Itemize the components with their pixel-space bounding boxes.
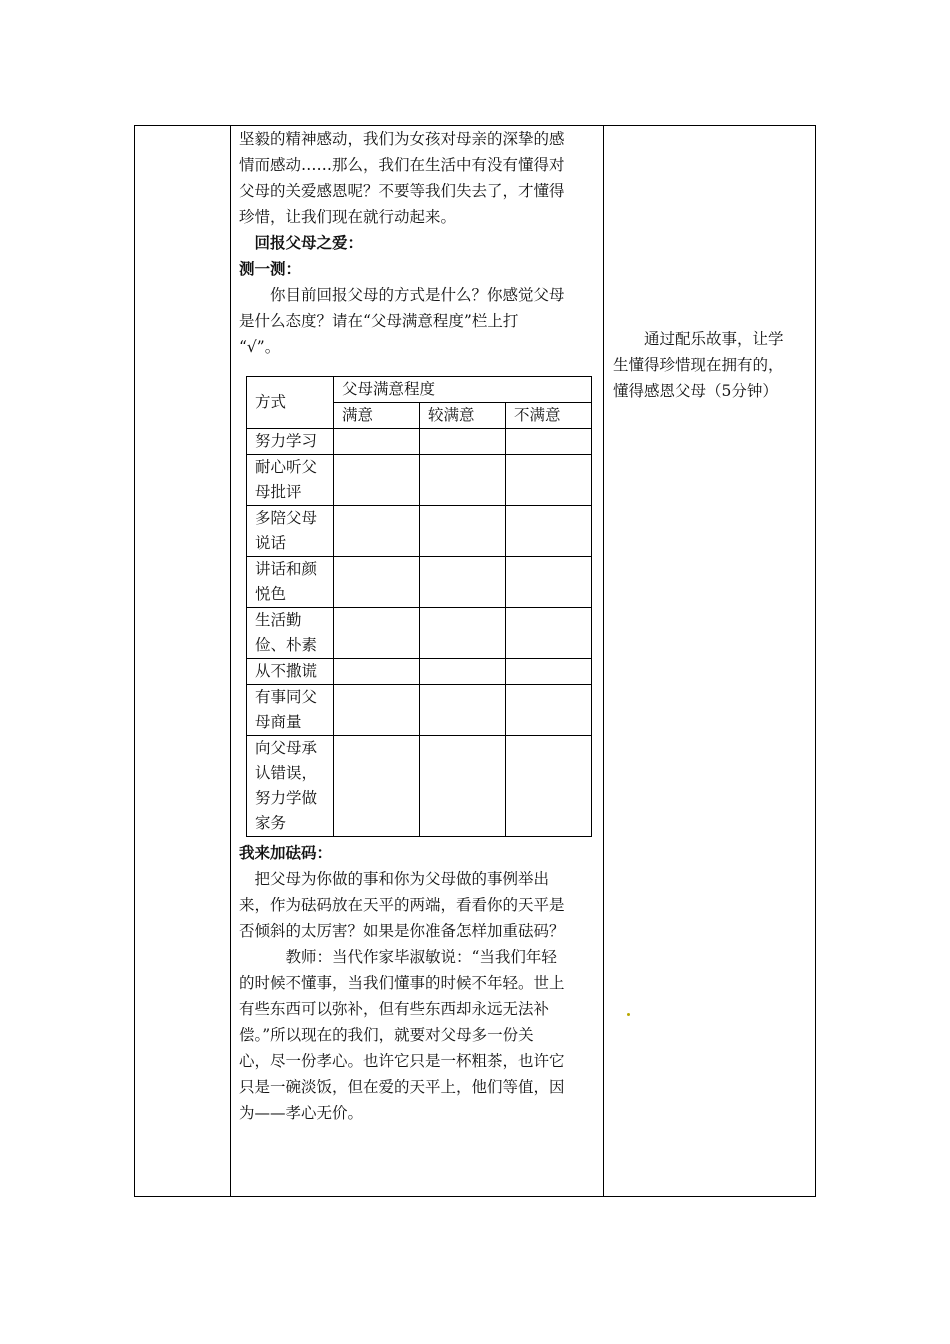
checkbox-cell-satisfied[interactable]	[334, 455, 420, 506]
text-line: 来，作为砝码放在天平的两端，看看你的天平是	[239, 896, 565, 914]
text-line: 你目前回报父母的方式是什么？你感觉父母	[270, 286, 565, 304]
checkbox-cell-fairly-satisfied[interactable]	[420, 506, 506, 557]
method-line: 母商量	[255, 713, 302, 731]
table-row	[247, 659, 592, 685]
header-method: 方式	[247, 377, 334, 429]
checkbox-cell-fairly-satisfied[interactable]	[420, 608, 506, 659]
method-cell	[247, 608, 334, 659]
method-line: 悦色	[255, 585, 287, 603]
checkbox-cell-fairly-satisfied[interactable]	[420, 685, 506, 736]
text-line: 只是一碗淡饭，但在爱的天平上，他们等值，因	[239, 1078, 565, 1096]
method-cell	[247, 685, 334, 736]
checkbox-cell-not-satisfied[interactable]	[506, 455, 592, 506]
header-fairly-satisfied: 较满意	[420, 403, 506, 429]
checkbox-cell-satisfied[interactable]	[334, 557, 420, 608]
checkbox-cell-not-satisfied[interactable]	[506, 506, 592, 557]
note-line: 懂得感恩父母（5分钟）	[613, 382, 778, 400]
text-line: 把父母为你做的事和你为父母做的事例举出	[254, 870, 550, 888]
checkbox-cell-fairly-satisfied[interactable]	[420, 659, 506, 685]
text-line: 教师：当代作家毕淑敏说：“当我们年轻	[285, 948, 557, 966]
column-divider-right	[603, 126, 604, 1196]
text-line: 珍惜，让我们现在就行动起来。	[239, 208, 457, 226]
checkbox-cell-not-satisfied[interactable]	[506, 659, 592, 685]
header-not-satisfied: 不满意	[506, 403, 592, 429]
section-heading-return-love: 回报父母之爱：	[254, 233, 364, 252]
text-line: 偿。”所以现在的我们，就要对父母多一份关	[239, 1026, 534, 1044]
method-line: 从不撒谎	[255, 662, 318, 680]
text-line: “√”。	[239, 338, 281, 356]
table-row	[247, 736, 592, 837]
header-satisfied: 满意	[334, 403, 420, 429]
text-line: 的时候不懂事，当我们懂事的时候不年轻。世上	[239, 974, 565, 992]
checkbox-cell-fairly-satisfied[interactable]	[420, 455, 506, 506]
method-line: 俭、朴素	[255, 636, 318, 654]
checkbox-cell-fairly-satisfied[interactable]	[420, 429, 506, 455]
checkbox-cell-not-satisfied[interactable]	[506, 608, 592, 659]
text-line: 是什么态度？请在“父母满意程度”栏上打	[239, 312, 519, 330]
text-line: 心，尽一份孝心。也许它只是一杯粗茶，也许它	[239, 1052, 565, 1070]
checkbox-cell-satisfied[interactable]	[334, 608, 420, 659]
method-line: 努力学做	[255, 789, 318, 807]
design-intent-note	[613, 326, 811, 404]
method-cell	[247, 736, 334, 837]
method-line: 向父母承	[255, 739, 318, 757]
method-cell	[247, 659, 334, 685]
checkbox-cell-fairly-satisfied[interactable]	[420, 736, 506, 837]
checkbox-cell-satisfied[interactable]	[334, 685, 420, 736]
column-divider-left	[230, 126, 231, 1196]
checkbox-cell-satisfied[interactable]	[334, 659, 420, 685]
table-row	[247, 685, 592, 736]
note-line: 生懂得珍惜现在拥有的，	[613, 356, 784, 374]
method-line: 认错误，	[255, 764, 318, 782]
method-line: 母批评	[255, 483, 302, 501]
checkbox-cell-satisfied[interactable]	[334, 736, 420, 837]
text-line: 否倾斜的太厉害？如果是你准备怎样加重砝码？	[239, 922, 565, 940]
method-line: 有事同父	[255, 688, 318, 706]
method-cell	[247, 429, 334, 455]
table-row	[247, 429, 592, 455]
satisfaction-survey-table	[246, 376, 592, 837]
text-line: 有些东西可以弥补，但有些东西却永远无法补	[239, 1000, 550, 1018]
checkbox-cell-not-satisfied[interactable]	[506, 429, 592, 455]
method-line: 讲话和颜	[255, 560, 318, 578]
checkbox-cell-not-satisfied[interactable]	[506, 557, 592, 608]
method-line: 说话	[255, 534, 287, 552]
text-line: 情而感动……那么，我们在生活中有没有懂得对	[239, 156, 565, 174]
text-line: 坚毅的精神感动，我们为女孩对母亲的深挚的感	[239, 130, 565, 148]
stray-mark	[627, 1013, 630, 1016]
text-line: 为——孝心无价。	[239, 1104, 364, 1122]
note-line: 通过配乐故事，让学	[644, 330, 784, 348]
method-cell	[247, 506, 334, 557]
table-row	[247, 506, 592, 557]
header-parent-satisfaction: 父母满意程度	[334, 377, 592, 403]
method-cell	[247, 455, 334, 506]
method-line: 耐心听父	[255, 458, 318, 476]
lesson-table	[134, 125, 816, 1197]
section-heading-add-weight: 我来加砝码：	[239, 843, 333, 862]
table-row	[247, 557, 592, 608]
checkbox-cell-fairly-satisfied[interactable]	[420, 557, 506, 608]
text-line: 父母的关爱感恩呢？不要等我们失去了，才懂得	[239, 182, 565, 200]
checkbox-cell-satisfied[interactable]	[334, 506, 420, 557]
section-heading-test: 测一测：	[239, 259, 302, 278]
method-line: 努力学习	[255, 432, 318, 450]
checkbox-cell-satisfied[interactable]	[334, 429, 420, 455]
method-line: 家务	[255, 814, 287, 832]
method-line: 生活勤	[255, 611, 302, 629]
table-row	[247, 608, 592, 659]
table-row	[247, 455, 592, 506]
checkbox-cell-not-satisfied[interactable]	[506, 736, 592, 837]
method-cell	[247, 557, 334, 608]
method-line: 多陪父母	[255, 509, 318, 527]
checkbox-cell-not-satisfied[interactable]	[506, 685, 592, 736]
